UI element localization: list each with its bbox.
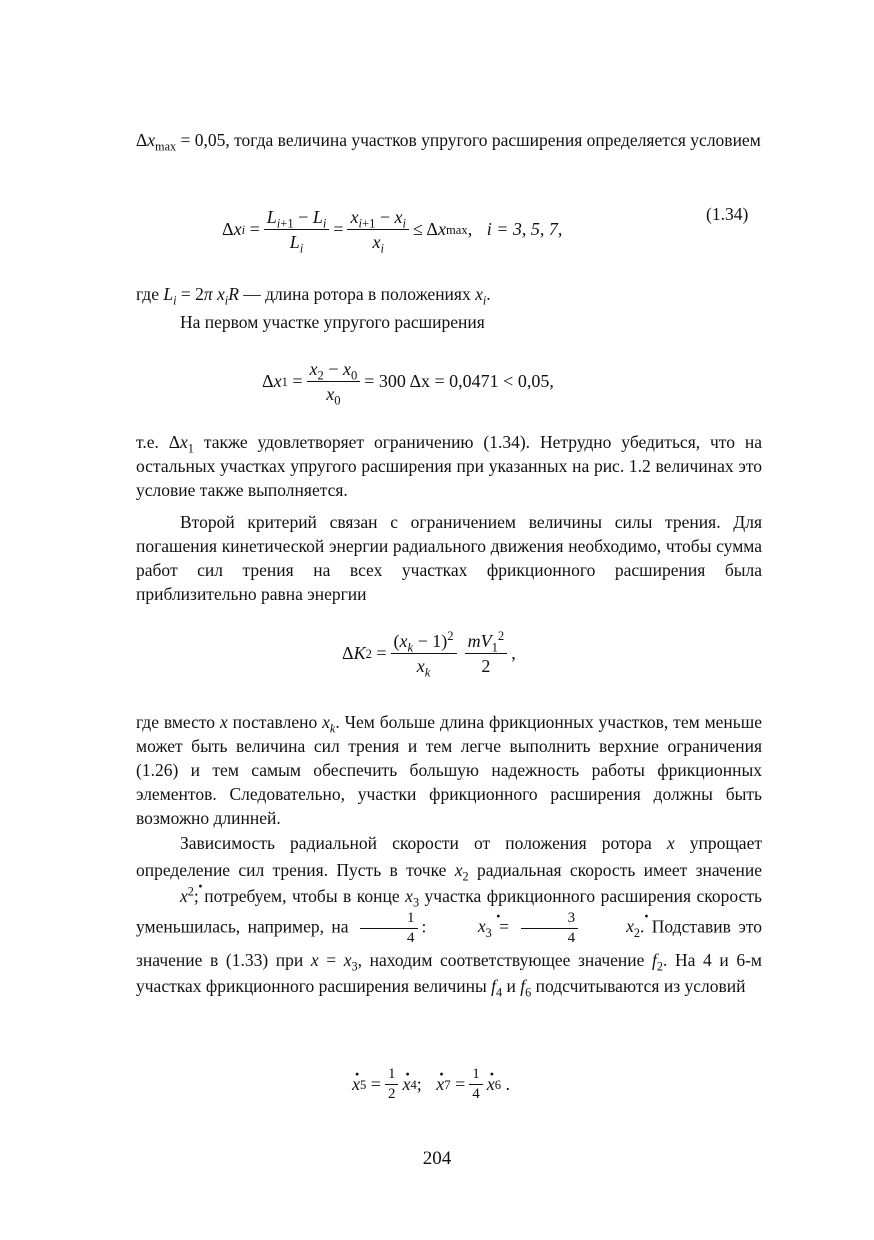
equation-number: (1.34): [706, 204, 749, 224]
paragraph-7: Зависимость радиальной скорости от положения ротора x упрощает определение сил трения. Пусть в точке $x_2$ радиальная скорость имеет значение · $x^2$; потребуем, чтобы в конце $x_3$ участка фрикционного расширения скорость уменьшилась, например, на $\frac{1}{4}$ : · $x_3$ = $\frac{3}{4}$ · $x_2$. Подставив это значение в (1.33) при $x = x_3$, находим соответствующее значение $f_2$. На 4 и 6-м участках фрикционного расширения величины $f_4$ и $f_6$ подсчитываются из условий: [136, 830, 762, 1000]
paragraph-1-text: = 0,05, тогда величина участков упругого расширения определяется условием: [180, 130, 761, 150]
formula-dx1-tail: = 300 Δx = 0,0471 < 0,05,: [364, 371, 554, 391]
paragraph-3: На первом участке упругого расширения: [180, 312, 485, 332]
page-number: 204: [422, 1148, 452, 1169]
paragraph-2: где $L_i = 2\pi$ $x_iR$ — длина ротора в положениях $x_i$.: [136, 284, 491, 308]
paragraph-5: Второй критерий связан с ограничением величины силы трения. Для погашения кинетической энергии радиального движения необходимо, чтобы сумма работ сил трения на всех участках фрикционного расширения была приблизительно равна энергии: [136, 512, 762, 604]
paragraph-1: $\Delta x_{max} = 0,05$, тогда величина участков упругого расширения определяется условием: [136, 130, 761, 154]
formula-dk2: Δ K 2 = $\frac{(x_k - 1)^2}{x_k}$ $\frac{mV_1^2}{2}$ ,: [342, 629, 516, 680]
paragraph-6: где вместо x поставлено $x_k$. Чем больше длина фрикционных участков, тем меньше может быть величина сил трения и тем легче выполнить верхние ограничения (1.26) и тем самым обеспечить большую надежность работы фрикционных элементов. Следовательно, участки фрикционного расширения должны быть возможно длинней.: [136, 712, 762, 828]
formula-1-34-tail: i = 3, 5, 7,: [486, 219, 563, 239]
paragraph-4: т.е. $\Delta x_1$ также удовлетворяет ограничению (1.34). Нетрудно убедиться, что на остальных участках упругого расширения при указанных на рис. 1.2 величинах это условие также выполняется.: [136, 432, 762, 500]
formula-x5-x7: · x 5 = $\frac{1}{2}$ · x 4 ; · x 7 = $\frac{1}{4}$ · x 6 .: [352, 1066, 510, 1103]
formula-1-34: Δ x i = $\frac{L_{i+1} - L_i}{L_i}$ = $\frac{x_{i+1} - x_i}{x_i}$ ≤ Δ x max , i = 3, 5, 7,: [222, 207, 563, 256]
formula-dx1: Δ x 1 = $\frac{x_2 - x_0}{x_0}$ = 300 Δx = 0,0471 < 0,05,: [262, 359, 554, 408]
